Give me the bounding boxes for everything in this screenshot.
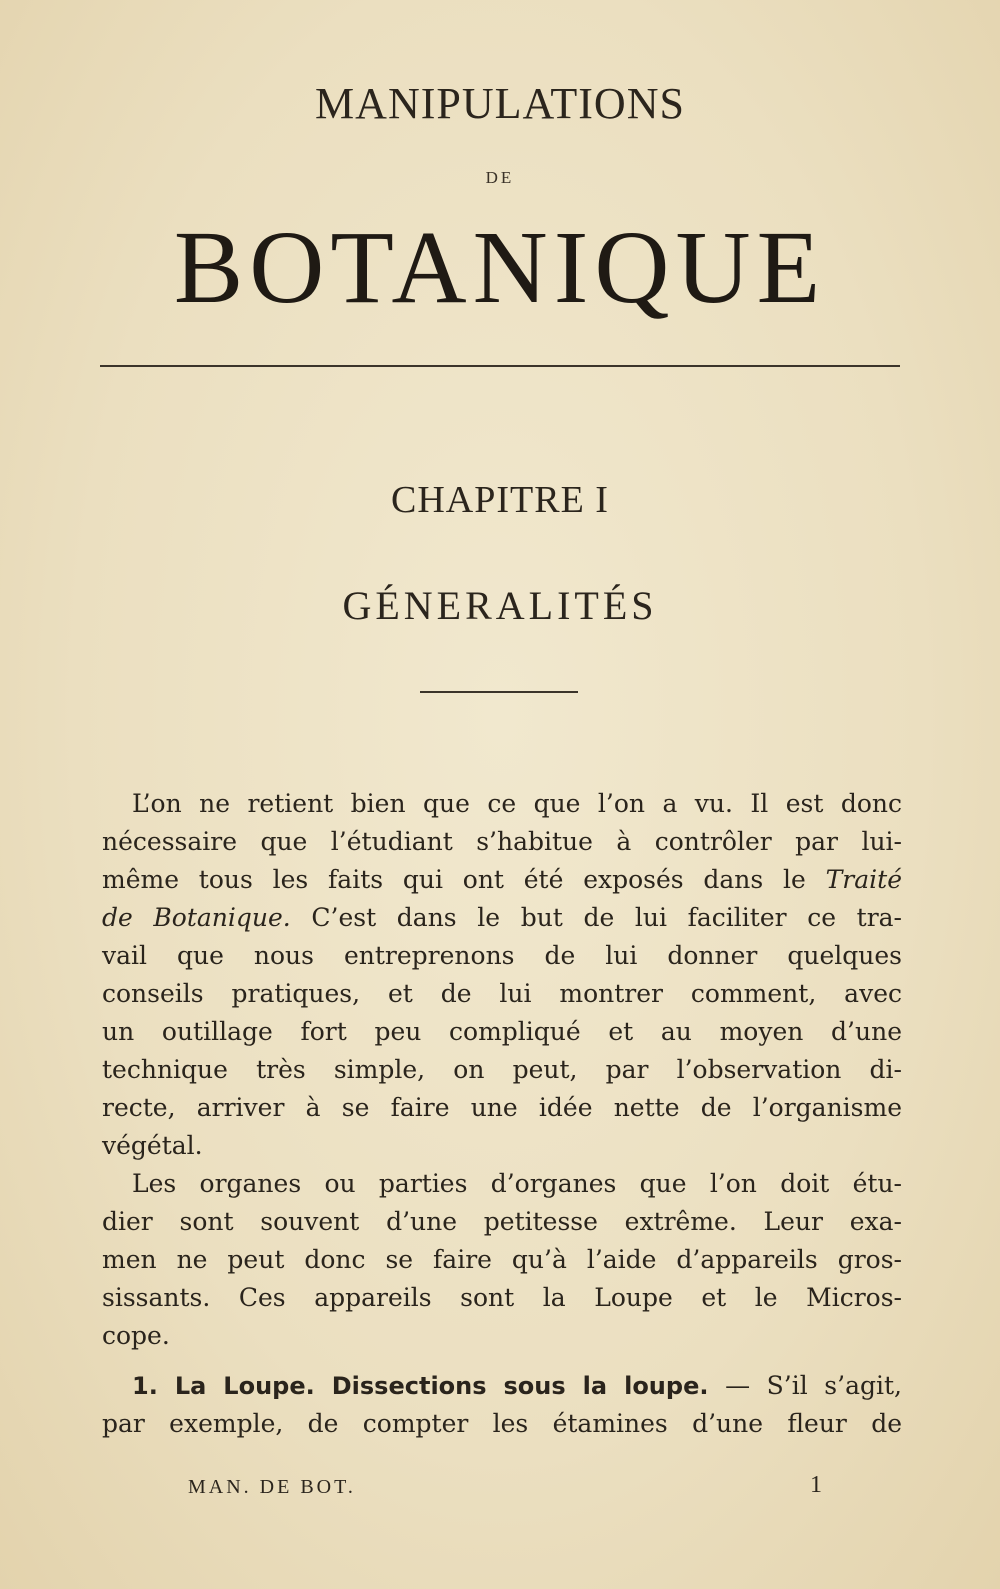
chapter-title: GÉNERALITÉS — [342, 583, 658, 628]
text-line: végétal. — [102, 1131, 203, 1160]
italic-fragment: Traité — [825, 865, 902, 894]
section-heading: 1. La Loupe. Dissections sous la loupe. — [132, 1372, 709, 1400]
page-number: 1 — [810, 1472, 822, 1498]
book-subject-title: BOTANIQUE — [173, 210, 827, 325]
text-line: technique très simple, on peut, par l’observation di- — [102, 1055, 902, 1084]
signature-mark: MAN. DE BOT. — [188, 1476, 356, 1498]
text-line — [102, 861, 902, 899]
page-title: MANIPULATIONS — [315, 79, 685, 128]
text-fragment: — S’il s’agit, — [725, 1371, 902, 1400]
text-line: cope. — [102, 1321, 170, 1350]
text-line — [102, 1367, 902, 1405]
chapter-number: CHAPITRE I — [391, 479, 609, 521]
text-line: par exemple, de compter les étamines d’une fleur de — [102, 1409, 902, 1438]
title-connector: DE — [485, 168, 515, 187]
text-line: conseils pratiques, et de lui montrer comment, avec — [102, 979, 902, 1008]
text-line: recte, arriver à se faire une idée nette de l’organisme — [102, 1093, 902, 1122]
text-line: un outillage fort peu compliqué et au moyen d’une — [102, 1017, 902, 1046]
text-line: Les organes ou parties d’organes que l’on doit étu- — [132, 1169, 902, 1198]
text-line — [102, 899, 902, 937]
text-line: dier sont souvent d’une petitesse extrême. Leur exa- — [102, 1207, 902, 1236]
text-fragment: C’est dans le but de lui faciliter ce tra- — [311, 903, 903, 932]
text-line: vail que nous entreprenons de lui donner quelques — [102, 941, 902, 970]
italic-fragment: de Botanique. — [102, 903, 291, 932]
title-divider — [100, 365, 900, 367]
text-line: nécessaire que l’étudiant s’habitue à contrôler par lui- — [102, 827, 902, 856]
text-fragment: même tous les faits qui ont été exposés dans le — [102, 865, 806, 894]
chapter-divider — [420, 691, 578, 693]
body-text — [102, 785, 902, 1443]
text-line: sissants. Ces appareils sont la Loupe et le Micros- — [102, 1283, 902, 1312]
text-line: L’on ne retient bien que ce que l’on a vu. Il est donc — [132, 789, 902, 818]
text-line: men ne peut donc se faire qu’à l’aide d’appareils gros- — [102, 1245, 902, 1274]
